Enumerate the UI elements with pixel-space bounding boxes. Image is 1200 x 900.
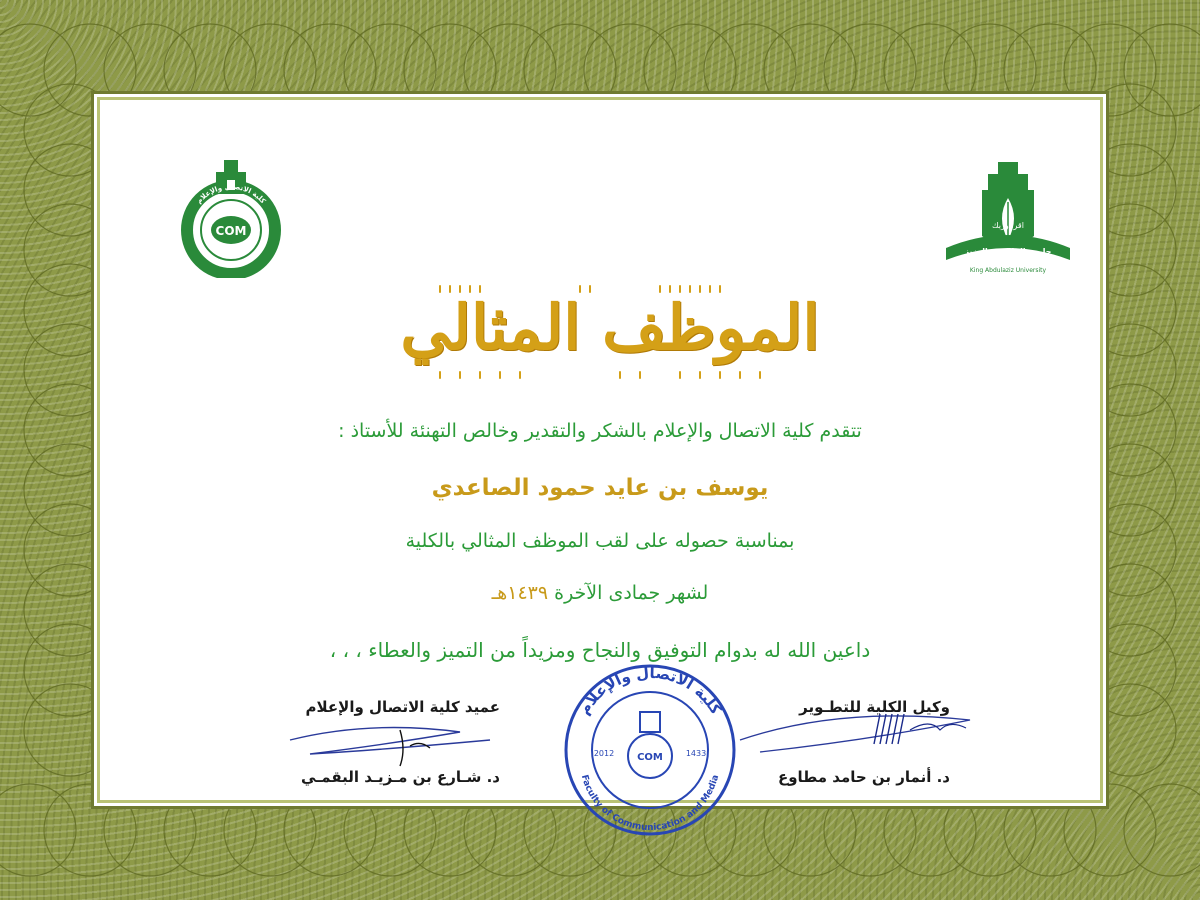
certificate-title: الموظف المثالي [400,291,820,364]
faculty-logo-arabic-text: كلية الاتصال والإعلام [194,182,268,206]
university-logo [938,160,1078,280]
university-logo-english-text: King Abdulaziz University [969,267,1047,274]
official-stamp [560,660,740,840]
stamp-year-right: 1433 [685,749,707,758]
period-line [260,582,940,604]
period-prefix: لشهر جمادى الآخرة [548,582,709,604]
university-logo-motto: اقرأ وربك [992,221,1024,230]
blessing-line: داعين الله له بدوام التوفيق والنجاح ومزيداً من التميز والعطاء ، ، ، [329,638,871,662]
border-scallop [0,784,76,876]
faculty-logo [176,158,286,278]
dean-signature [280,710,500,770]
stamp-center-text: COM [637,752,663,763]
stamp-english-text: Faculty of Communication and Media [578,773,722,834]
svg-text:Faculty of Communication and M [579,774,721,833]
recipient-name: يوسف بن عايد حمود الصاعدي [431,475,769,501]
occasion-line: بمناسبة حصوله على لقب الموظف المثالي بالكلية [405,530,795,552]
border-scallop [1124,784,1200,876]
svg-text:كلية الاتصال والإعلام [575,664,726,718]
stamp-year-left: 2012 [593,749,615,758]
dean-title: عميد كلية الاتصال والإعلام [305,698,500,716]
faculty-logo-center-text: COM [215,224,247,238]
vice-dean-signature [720,700,980,760]
border-scallop [1124,24,1200,116]
intro-line: تتقدم كلية الاتصال والإعلام بالشكر والتقدير وخالص التهنئة للأستاذ : [338,420,862,442]
vice-dean-name: د. أنمار بن حامد مطاوع [777,768,950,786]
border-scallop [0,24,76,116]
faculty-logo-english-text: ACULTY OF COMMUNICATION AND MEDI [192,237,270,270]
certificate-body [100,100,1100,834]
vice-dean-title: وكيل الكلية للتطـوير [799,698,950,716]
stamp-arabic-text: كلية الاتصال والإعلام [574,663,726,718]
period-year: ١٤٣٩هـ [491,582,549,604]
university-logo-arabic-text: جامعة الملك عبدالعزيز [964,247,1052,256]
dean-name: د. شـارع بن مـزيـد البقمـي [300,768,500,786]
